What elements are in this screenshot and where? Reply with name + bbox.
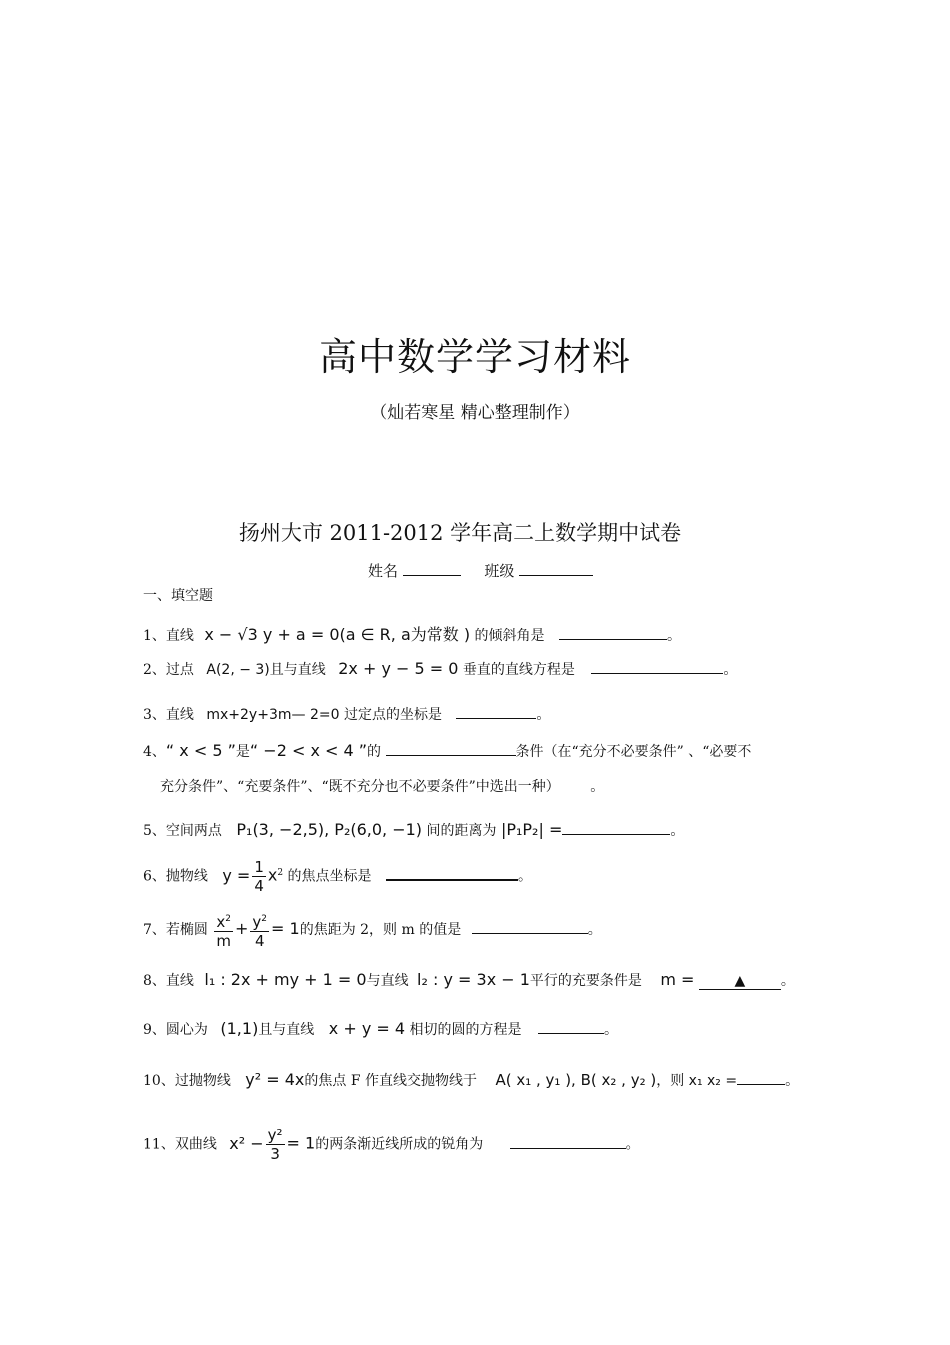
section-title: 一、填空题 — [143, 588, 213, 604]
question-7 — [143, 910, 602, 950]
period: 。 — [780, 973, 795, 989]
intersection-points: A( x₁ , y₁ ), B( x₂ , y₂ ) — [495, 1071, 657, 1089]
question-text: 且与直线 — [258, 1022, 315, 1038]
question-text: 过定点的坐标是 — [343, 707, 442, 723]
line-l1: l₁ : 2x + my + 1 = 0 — [204, 970, 367, 989]
question-number: 5、 — [143, 823, 166, 839]
variable: x — [267, 865, 278, 885]
period: 。 — [518, 868, 532, 885]
numerator: 1 — [254, 858, 264, 876]
question-3 — [143, 704, 550, 724]
answer-blank[interactable] — [510, 1134, 626, 1149]
class-blank[interactable] — [519, 561, 593, 576]
numerator: $y^2$ — [250, 910, 269, 932]
question-text: 空间两点 — [165, 823, 222, 839]
triangle-marker-icon: ▲ — [734, 973, 746, 989]
question-text: 垂直的直线方程是 — [462, 662, 575, 678]
class-label: 班级 — [484, 562, 515, 580]
question-text: 的 — [367, 744, 382, 760]
question-8 — [143, 970, 795, 990]
question-text: 间的距离为 — [426, 823, 497, 839]
student-info — [368, 560, 593, 581]
question-text: 与直线 — [366, 973, 409, 989]
question-number: 9、 — [143, 1022, 166, 1038]
answer-blank[interactable] — [386, 865, 518, 881]
denominator: 4 — [254, 877, 264, 895]
question-text: 双曲线 — [174, 1136, 217, 1153]
question-text: 抛物线 — [165, 868, 208, 885]
product-expression: x₁ x₂ = — [688, 1073, 738, 1089]
question-text: 相切的圆的方程是 — [409, 1022, 522, 1038]
period: 。 — [625, 1136, 640, 1153]
numerator: $x^2$ — [214, 910, 233, 932]
equation: x + y = 4 — [328, 1019, 406, 1038]
denominator: 4 — [254, 932, 265, 950]
question-text: 过抛物线 — [174, 1073, 231, 1089]
answer-blank[interactable] — [456, 704, 536, 719]
equation: 2x + y − 5 = 0 — [338, 659, 459, 678]
answer-blank[interactable] — [562, 820, 670, 835]
period: 。 — [723, 662, 738, 678]
answer-blank[interactable] — [699, 973, 781, 990]
answer-blank[interactable] — [538, 1019, 604, 1034]
question-number: 4、 — [143, 744, 166, 760]
question-number: 7、 — [143, 922, 166, 938]
parabola-equation: y² = 4x — [245, 1070, 305, 1089]
fraction — [252, 858, 266, 895]
answer-blank[interactable] — [591, 659, 723, 674]
distance-expression: |P₁P₂| = — [500, 820, 563, 839]
question-text: 直线 — [165, 707, 194, 723]
answer-blank[interactable] — [386, 741, 516, 756]
exponent: 2 — [277, 867, 284, 878]
exam-title: 扬州大市 2011-2012 学年高二上数学期中试卷 — [238, 521, 682, 545]
fraction-y — [250, 910, 269, 950]
question-text: 圆心为 — [165, 1022, 208, 1038]
name-label: 姓名 — [368, 562, 399, 580]
question-5 — [143, 820, 684, 840]
main-title: 高中数学学习材料 — [318, 335, 631, 379]
points-expression: P₁(3, −2,5), P₂(6,0, −1) — [236, 820, 423, 839]
period: 。 — [536, 707, 551, 723]
equation-rhs: = 1 — [286, 1133, 316, 1153]
subtitle: （灿若寒星 精心整理制作） — [370, 403, 580, 423]
question-1 — [143, 622, 681, 645]
question-number: 3、 — [143, 707, 166, 723]
question-text: 的焦点坐标是 — [287, 868, 372, 885]
denominator: m — [216, 932, 231, 950]
question-6 — [143, 858, 532, 895]
equation-lhs: y = — [222, 865, 251, 885]
equation: x − √3 y + a = 0(a ∈ R, a为常数 ) — [204, 625, 471, 644]
question-number: 6、 — [143, 868, 166, 885]
question-2 — [143, 659, 737, 679]
period: 。 — [670, 823, 685, 839]
answer-blank[interactable] — [737, 1070, 785, 1085]
line-l2: l₂ : y = 3x − 1 — [417, 970, 530, 989]
question-number: 1、 — [143, 628, 166, 644]
hyperbola-lhs: x² − — [229, 1133, 264, 1153]
question-text: 直线 — [165, 973, 194, 989]
question-number: 11、 — [143, 1136, 175, 1153]
name-blank[interactable] — [403, 561, 461, 576]
answer-blank[interactable] — [559, 625, 667, 640]
plus-sign: + — [235, 919, 249, 938]
question-9 — [143, 1019, 618, 1039]
question-text: 的焦距为 2，则 m 的值是 — [299, 922, 462, 938]
question-text: 是 — [235, 744, 250, 760]
point: A(2, − 3) — [206, 662, 270, 678]
equation: mx+2y+3m— 2=0 — [206, 707, 340, 723]
question-number: 10、 — [143, 1073, 175, 1089]
question-4-line-2 — [160, 776, 604, 796]
period: 。 — [666, 628, 681, 644]
numerator: y² — [267, 1126, 283, 1144]
question-text: 的倾斜角是 — [474, 628, 545, 644]
question-text: 条件（在“充分不必要条件” 、“必要不 — [515, 744, 752, 760]
denominator: 3 — [270, 1145, 280, 1163]
question-text: 且与直线 — [269, 662, 326, 678]
question-number: 8、 — [143, 973, 166, 989]
question-number: 2、 — [143, 662, 166, 678]
question-text: 若椭圆 — [165, 922, 208, 938]
question-text: 充分条件”、“充要条件”、“既不充分也不必要条件”中选出一种） — [160, 779, 560, 795]
period: 。 — [603, 1022, 618, 1038]
question-text: 的焦点 F 作直线交抛物线于 — [304, 1073, 478, 1089]
variable-m: m = — [660, 970, 695, 989]
question-text: 的两条渐近线所成的锐角为 — [315, 1136, 484, 1153]
question-text: 过点 — [165, 662, 194, 678]
fraction-x — [214, 910, 233, 950]
period: 。 — [785, 1073, 800, 1089]
condition-a: “ x < 5 ” — [165, 741, 236, 760]
question-text: ，则 — [656, 1073, 685, 1089]
equation-rhs: = 1 — [271, 919, 300, 938]
question-4 — [143, 741, 751, 761]
period: 。 — [587, 922, 602, 938]
condition-b: “ −2 < x < 4 ” — [249, 741, 368, 760]
answer-blank[interactable] — [472, 919, 588, 934]
question-11 — [143, 1126, 640, 1163]
question-text: 平行的充要条件是 — [529, 973, 642, 989]
fraction — [266, 1126, 285, 1163]
question-text: 直线 — [165, 628, 194, 644]
center-point: (1,1) — [220, 1019, 259, 1038]
question-10 — [143, 1070, 799, 1090]
period: 。 — [590, 779, 605, 795]
